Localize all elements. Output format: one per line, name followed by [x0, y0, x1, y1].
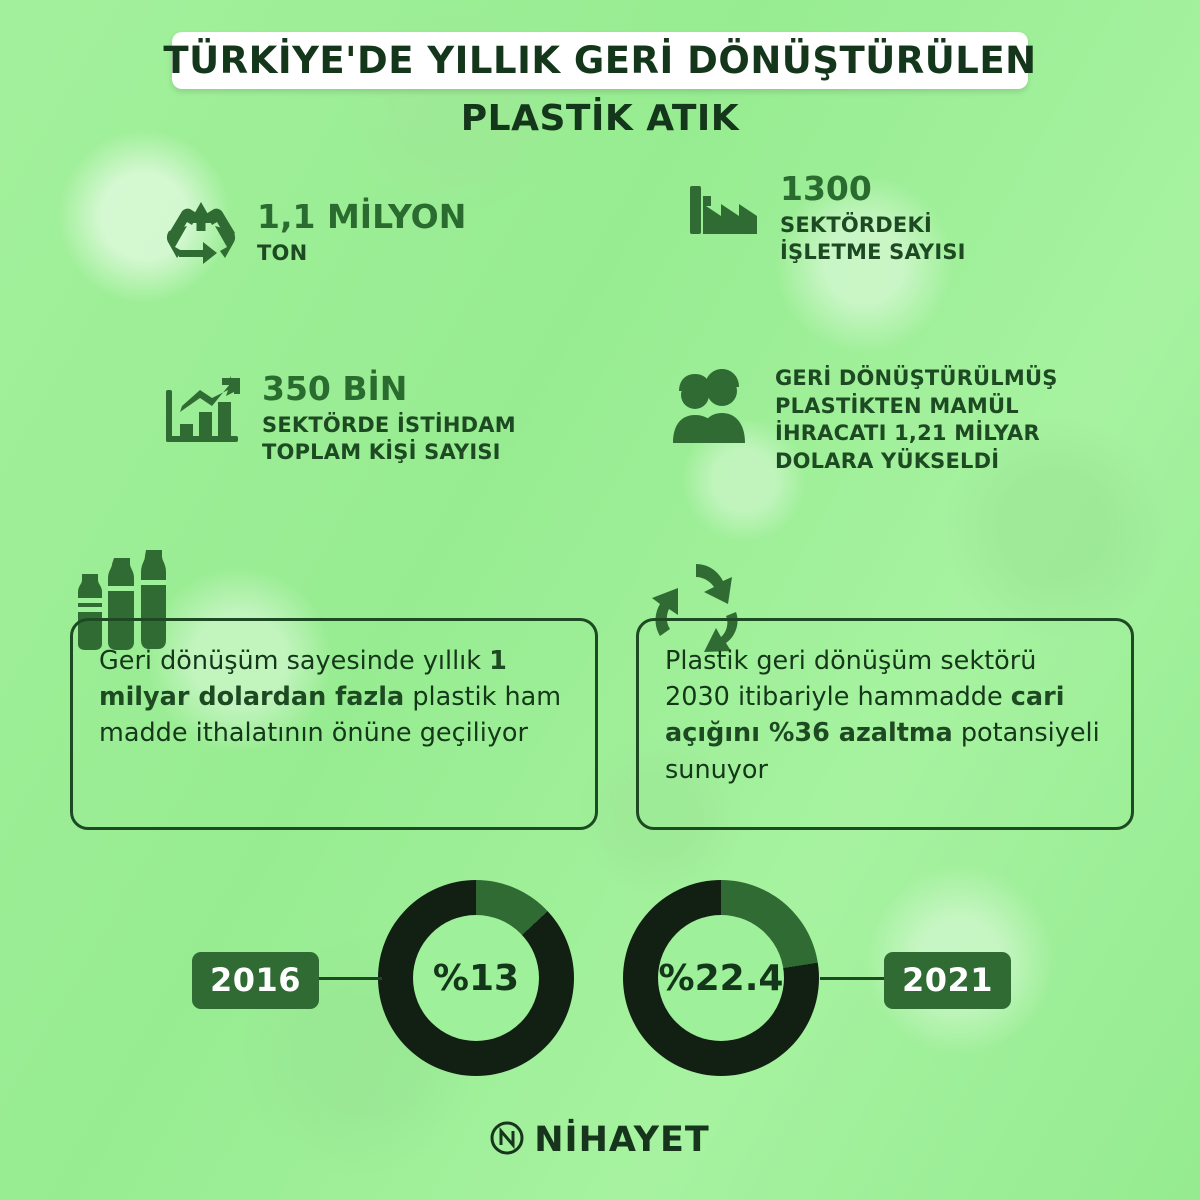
stat-employment-value: 350 BİN — [262, 369, 408, 408]
year-badge-2021: 2021 — [884, 952, 1011, 1009]
page-title-bar — [163, 32, 1037, 89]
brand-footer — [0, 1120, 1200, 1160]
stat-recycled-amount — [165, 197, 467, 270]
donut-2016-center — [413, 915, 539, 1041]
stat-firm-label-line1: SEKTÖRDEKİ — [780, 212, 932, 237]
donut-2016-ring — [378, 880, 574, 1076]
stat-export-text — [775, 365, 1058, 476]
stat-firm-value: 1300 — [780, 169, 872, 208]
stat-firm-text — [780, 169, 966, 267]
brand-name: NİHAYET — [534, 1120, 710, 1160]
factory-icon — [686, 172, 762, 246]
year-badge-2016: 2016 — [192, 952, 319, 1009]
donut-chart-2021 — [623, 880, 819, 1076]
connector-line-2021 — [820, 977, 888, 980]
donut-2021-value: %22.4 — [658, 957, 784, 999]
stat-export-label-line3: İHRACATI 1,21 MİLYAR — [775, 421, 1040, 446]
bar-chart-growth-icon — [160, 372, 244, 454]
stat-recycled-text — [257, 197, 467, 267]
stat-export — [665, 365, 1058, 476]
stat-export-label-line4: DOLARA YÜKSELDİ — [775, 449, 1000, 474]
callout-deficit-text-bold: cari açığını %36 azaltma — [665, 682, 1065, 749]
donut-2016-value: %13 — [432, 957, 520, 999]
stat-employment-label-line1: SEKTÖRDE İSTİHDAM — [262, 412, 516, 437]
callout-import-text-bold: 1 milyar dolardan fazla — [99, 646, 507, 713]
stat-employment-label-line2: TOPLAM KİŞİ SAYISI — [262, 440, 501, 465]
page-title: TÜRKİYE'DE YILLIK GERİ DÖNÜŞTÜRÜLEN — [163, 39, 1037, 82]
stat-recycled-value: 1,1 MİLYON — [257, 197, 467, 236]
donut-2021-ring — [623, 880, 819, 1076]
callout-deficit-text-post: potansiyeli sunuyor — [665, 718, 1100, 785]
callout-import-prevention — [70, 618, 598, 830]
donut-chart-2016 — [378, 880, 574, 1076]
page-subtitle: PLASTİK ATIK — [460, 98, 740, 139]
stat-firm-label-line2: İŞLETME SAYISI — [780, 240, 966, 265]
callout-import-text-post: plastik ham madde ithalatının önüne geçiliyor — [99, 682, 562, 749]
stat-firm-count — [686, 169, 966, 267]
workers-icon — [665, 365, 757, 449]
stat-employment — [160, 369, 516, 467]
stat-recycled-label: TON — [257, 240, 308, 265]
stat-export-label-line2: PLASTİKTEN MAMÜL — [775, 393, 1019, 418]
recycling-icon — [165, 200, 239, 270]
nihayet-logo-icon — [490, 1121, 524, 1159]
callout-current-deficit — [636, 618, 1134, 830]
stat-export-label-line1: GERİ DÖNÜŞTÜRÜLMÜŞ — [775, 366, 1058, 390]
stat-employment-text — [262, 369, 516, 467]
donut-2021-center — [658, 915, 784, 1041]
callout-import-text-pre: Geri dönüşüm sayesinde yıllık — [99, 646, 490, 676]
callout-deficit-text-pre: Plastik geri dönüşüm sektörü 2030 itibariyle hammadde — [665, 646, 1037, 713]
